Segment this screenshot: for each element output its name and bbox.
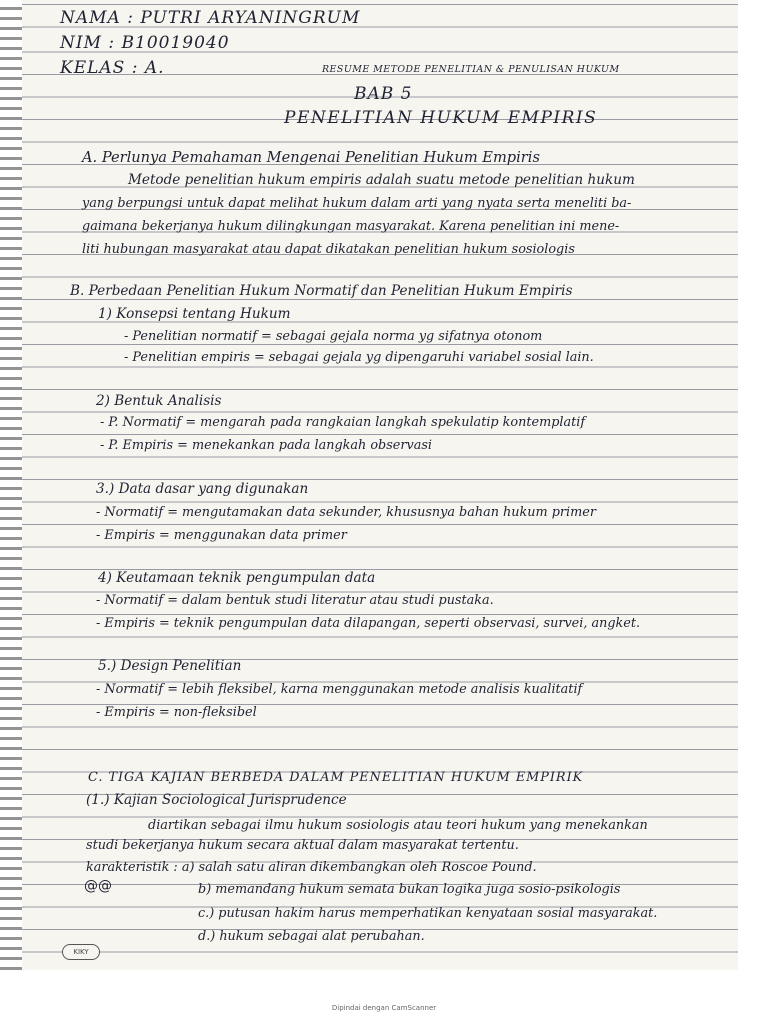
section-c-subheading: (1.) Kajian Sociological Jurisprudence [86,792,347,808]
section-a-line: yang berpungsi untuk dapat melihat hukum dalam arti yang nyata serta meneliti ba- [82,196,632,211]
item-empiris: - Empiris = menggunakan data primer [96,528,347,543]
section-a-line: gaimana bekerjanya hukum dilingkungan masyarakat. Karena penelitian ini mene- [82,219,620,234]
chapter-label: BAB 5 [354,84,413,104]
item-title: 5.) Design Penelitian [98,658,242,674]
notebook-brand-logo: KIKY [62,944,100,960]
item-title: 2) Bentuk Analisis [96,393,222,409]
item-empiris: - Empiris = teknik pengumpulan data dilapangan, seperti observasi, survei, angket. [96,616,641,631]
item-normatif: - P. Normatif = mengarah pada rangkaian langkah spekulatip kontemplatif [100,415,586,430]
student-nim: NIM : B10019040 [60,33,230,53]
spiral-binding [0,0,22,970]
item-empiris: - P. Empiris = menekankan pada langkah observasi [100,438,433,453]
section-c-line: studi bekerjanya hukum secara aktual dalam masyarakat tertentu. [86,838,519,853]
characteristic-item: karakteristik : a) salah satu aliran dikembangkan oleh Roscoe Pound. [86,860,537,875]
section-c-line: diartikan sebagai ilmu hukum sosiologis atau teori hukum yang menekankan [148,818,648,833]
student-class: KELAS : A. [60,58,165,78]
item-normatif: - Normatif = lebih fleksibel, karna menggunakan metode analisis kualitatif [96,682,583,697]
characteristic-item: b) memandang hukum semata bukan logika juga sosio-psikologis [198,882,621,897]
section-a-heading: A. Perlunya Pemahaman Mengenai Penelitian Hukum Empiris [82,149,540,166]
item-empiris: - Penelitian empiris = sebagai gejala yg dipengaruhi variabel sosial lain. [124,350,594,365]
section-b-heading: B. Perbedaan Penelitian Hukum Normatif dan Penelitian Hukum Empiris [70,283,573,299]
item-empiris: - Empiris = non-fleksibel [96,705,257,720]
item-title: 4) Keutamaan teknik pengumpulan data [98,570,376,586]
characteristic-item: c.) putusan hakim harus memperhatikan kenyataan sosial masyarakat. [198,906,658,921]
item-title: 1) Konsepsi tentang Hukum [98,306,291,322]
item-normatif: - Normatif = mengutamakan data sekunder, khususnya bahan hukum primer [96,505,596,520]
chapter-title: PENELITIAN HUKUM EMPIRIS [284,108,598,128]
scribble-icon: @@ [84,878,112,894]
section-c-heading: C. TIGA KAJIAN BERBEDA DALAM PENELITIAN HUKUM EMPIRIK [88,770,584,785]
section-a-line: Metode penelitian hukum empiris adalah suatu metode penelitian hukum [128,172,635,188]
item-normatif: - Penelitian normatif = sebagai gejala norma yg sifatnya otonom [124,329,543,344]
section-a-line: liti hubungan masyarakat atau dapat dikatakan penelitian hukum sosiologis [82,242,575,257]
student-name: NAMA : PUTRI ARYANINGRUM [60,8,361,28]
item-title: 3.) Data dasar yang digunakan [96,481,309,497]
characteristic-item: d.) hukum sebagai alat perubahan. [198,929,425,944]
scanner-watermark: Dipindai dengan CamScanner [331,1004,437,1012]
item-normatif: - Normatif = dalam bentuk studi literatur atau studi pustaka. [96,593,494,608]
resume-title: RESUME METODE PENELITIAN & PENULISAN HUKUM [322,64,620,75]
